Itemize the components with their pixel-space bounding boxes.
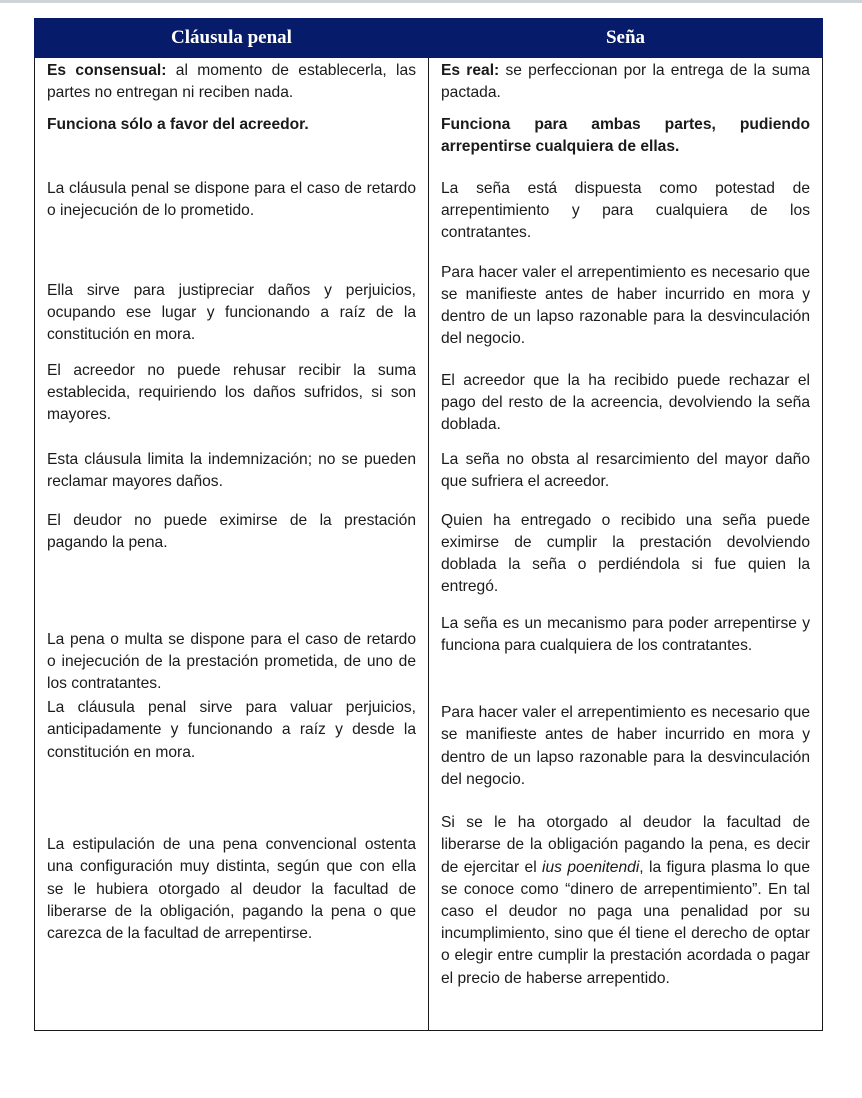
right-cell [429,110,823,173]
left-cell: La cláusula penal sirve para valuar perjuicios, anticipadamente y funcionando a raíz y desde la constitución en mora. [35,695,429,808]
cell-text: Si se le ha otorgado al deudor la facultad de liberarse de la obligación pagando la pena, es decir de ejercitar el [441,814,810,876]
left-cell: El deudor no puede eximirse de la prestación pagando la pena. [35,505,429,609]
right-cell: El acreedor que la ha recibido puede rechazar el pago del resto de la acreencia, devolviendo la seña doblada. [429,356,823,442]
left-cell [35,110,429,173]
right-cell [429,58,823,110]
table-row [35,442,823,505]
left-cell: La estipulación de una pena convencional ostenta una configuración muy distinta, según que con ella se le hubiera otorgado al deudor la facultad de liberarse de la obligación, pagando la pena o que carezca de la facultad de arrepentirse. [35,808,429,1030]
table-row [35,695,823,808]
cell-lead: Funciona para ambas partes, pudiendo arrepentirse cualquiera de ellas. [441,115,810,155]
right-cell: La seña está dispuesta como potestad de arrepentimiento y para cualquiera de los contratantes. [429,173,823,260]
table-row [35,609,823,696]
header-row [35,19,823,58]
table-row [35,173,823,260]
latin-term: ius poenitendi [542,858,640,876]
table-row [35,505,823,609]
cell-lead: Es real: [441,62,500,79]
top-border-line [0,0,862,3]
left-cell: La cláusula penal se dispone para el caso de retardo o inejecución de lo prometido. [35,173,429,260]
table-row [35,356,823,442]
header-sena: Seña [429,19,823,58]
cell-text: , la figura plasma lo que se conoce como “dinero de arrepentimiento”. En tal caso el deudor no paga una penalidad por su incumplimiento, sino que él tiene el derecho de optar o elegir entre cumplir la prestación acordada o pagar el precio de haberse arrepentido. [441,858,810,987]
left-cell: El acreedor no puede rehusar recibir la suma establecida, requiriendo los daños sufridos, si son mayores. [35,356,429,442]
left-cell: La pena o multa se dispone para el caso de retardo o inejecución de la prestación prometida, de uno de los contratantes. [35,609,429,696]
left-cell: Esta cláusula limita la indemnización; no se pueden reclamar mayores daños. [35,442,429,505]
table-row [35,808,823,1030]
table-row [35,260,823,356]
cell-text: se perfeccionan por la entrega de la suma pactada. [441,62,810,102]
cell-text: al momento de establecerla, las partes no entregan ni reciben nada. [47,62,416,102]
right-cell: Quien ha entregado o recibido una seña puede eximirse de cumplir la prestación devolviendo doblada la seña o perdiéndola si fue quien la entregó. [429,505,823,609]
cell-lead: Funciona sólo a favor del acreedor. [47,115,309,133]
right-cell: Para hacer valer el arrepentimiento es necesario que se manifieste antes de haber incurrido en mora y dentro de un lapso razonable para la desvinculación del negocio. [429,695,823,808]
left-cell: Ella sirve para justipreciar daños y perjuicios, ocupando ese lugar y funcionando a raíz de la constitución en mora. [35,260,429,356]
right-cell: Para hacer valer el arrepentimiento es necesario que se manifieste antes de haber incurrido en mora y dentro de un lapso razonable para la desvinculación del negocio. [429,260,823,356]
cell-lead: Es consensual: [47,62,167,79]
right-cell: La seña es un mecanismo para poder arrepentirse y funciona para cualquiera de los contratantes. [429,609,823,696]
right-cell [429,808,823,1030]
header-clausula-penal: Cláusula penal [35,19,429,58]
table-row [35,58,823,110]
right-cell: La seña no obsta al resarcimiento del mayor daño que sufriera el acreedor. [429,442,823,505]
comparison-table [34,18,823,1031]
left-cell [35,58,429,110]
table-row [35,110,823,173]
